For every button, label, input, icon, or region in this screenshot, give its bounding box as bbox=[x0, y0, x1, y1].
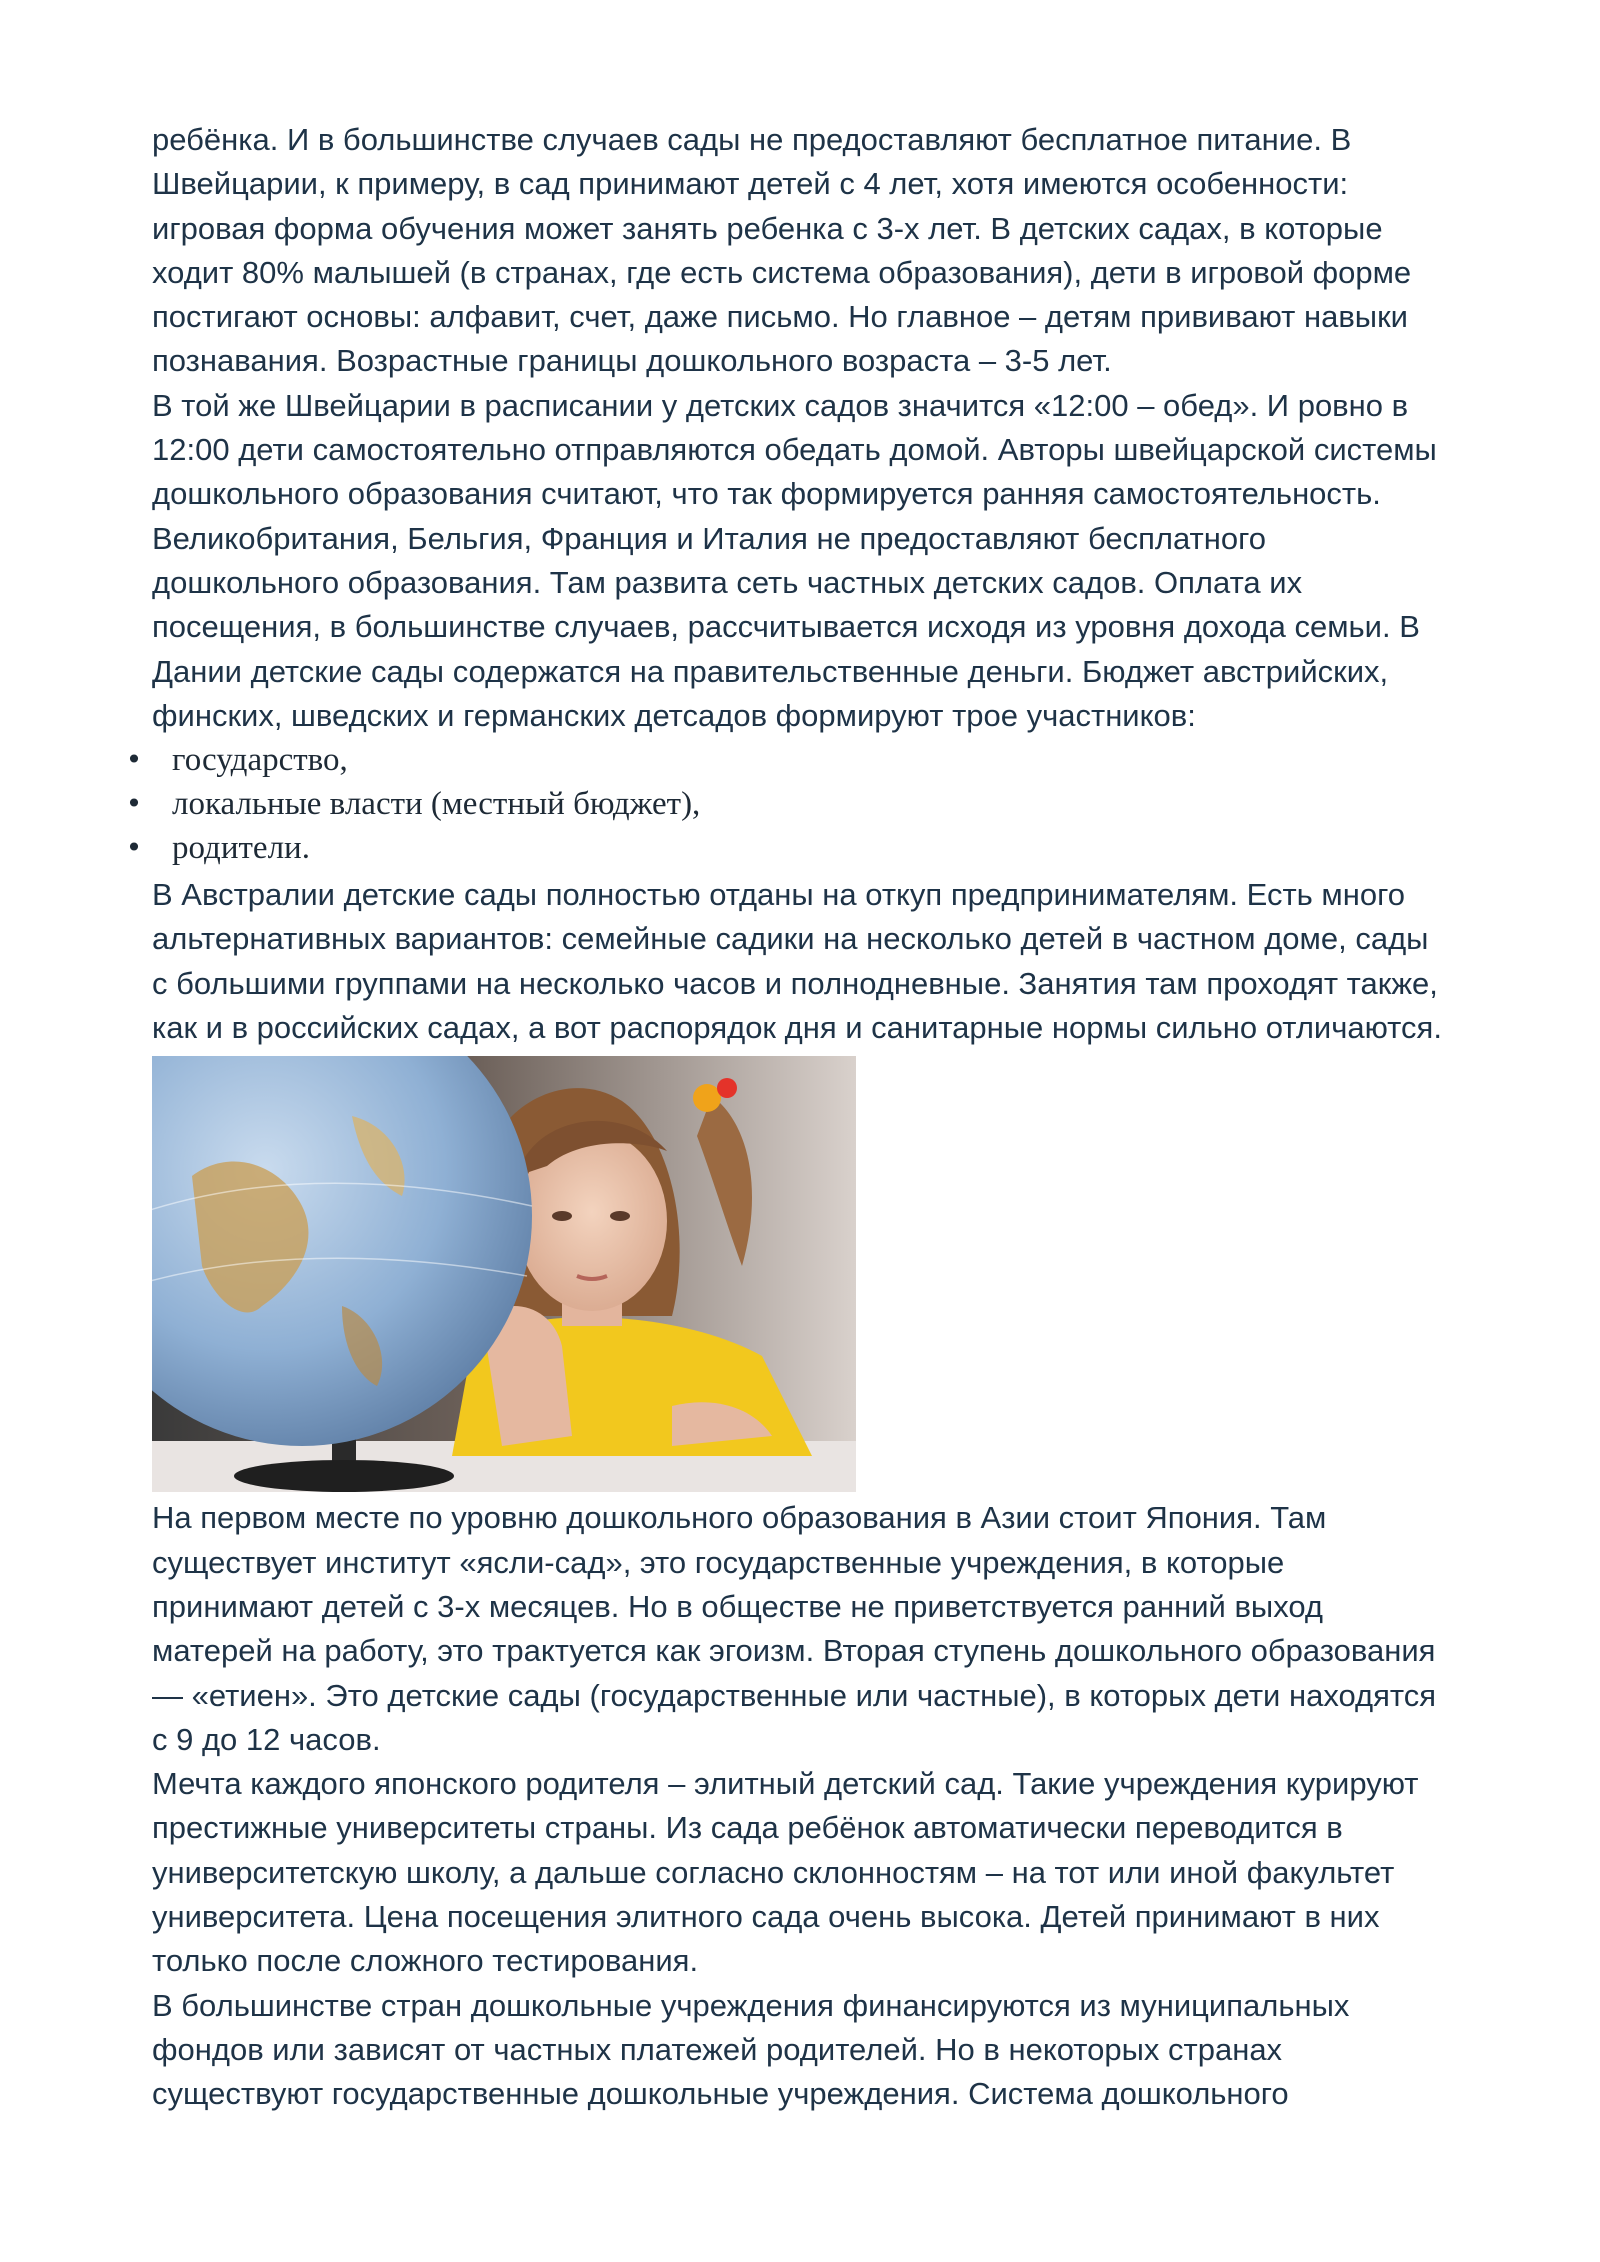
document-page bbox=[125, 118, 1502, 2117]
paragraph-switzerland-age: ребёнка. И в большинстве случаев сады не предоставляют бесплатное питание. В Швейцарии, к примеру, в сад принимают детей с 4 лет, хотя имеются особенности: игровая форма обучения может занять ребенка с 3-х лет. В детских садах, в которые ходит 80% малышей (в странах, где есть система образования), дети в игровой форме постигают основы: алфавит, счет, даже письмо. Но главное – детям прививают навыки познавания. Возрастные границы дошкольного возраста – 3-5 лет. bbox=[152, 122, 1412, 379]
paragraph-japan-elite: Мечта каждого японского родителя – элитный детский сад. Такие учреждения курируют престижные университеты страны. Из сада ребёнок автоматически переводится в университетскую школу, а дальше согласно склонностям – на тот или иной факультет университета. Цена посещения элитного сада очень высока. Детей принимают в них только после сложного тестирования. bbox=[152, 1766, 1419, 1979]
paragraph-switzerland-lunch: В той же Швейцарии в расписании у детских садов значится «12:00 – обед». И ровно в 12:00 дети самостоятельно отправляются обедать домой. Авторы швейцарской системы дошкольного образования считают, что так формируется ранняя самостоятельность. Великобритания, Бельгия, Франция и Италия не предоставляют бесплатного дошкольного образования. Там развита сеть частных детских садов. Оплата их посещения, в большинстве случаев, рассчитывается исходя из уровня дохода семьи. В Дании детские сады содержатся на правительственные деньги. Бюджет австрийских, финских, шведских и германских детсадов формируют трое участников: bbox=[152, 387, 1437, 733]
list-item bbox=[125, 782, 1502, 826]
bullet-icon: • bbox=[125, 787, 143, 821]
list-item-text: родители. bbox=[172, 830, 310, 867]
budget-participants-list bbox=[125, 738, 1502, 870]
list-item bbox=[125, 738, 1502, 782]
list-item-text: локальные власти (местный бюджет), bbox=[172, 786, 701, 823]
paragraph-australia: В Австралии детские сады полностью отданы на откуп предпринимателям. Есть много альтернативных вариантов: семейные садики на несколько детей в частном доме, сады с большими группами на несколько часов и полнодневные. Занятия там проходят также, как и в российских садах, а вот распорядок дня и санитарные нормы сильно отличаются. bbox=[152, 877, 1442, 1046]
bullet-icon: • bbox=[125, 743, 143, 777]
paragraph-funding: В большинстве стран дошкольные учреждения финансируются из муниципальных фондов или зависят от частных платежей родителей. Но в некоторых странах существуют государственные дошкольные учреждения. Система дошкольного bbox=[152, 1987, 1350, 2112]
girl-with-globe-photo bbox=[152, 1056, 856, 1492]
bullet-icon: • bbox=[125, 831, 143, 865]
list-item-text: государство, bbox=[172, 742, 348, 779]
paragraph-japan-nursery: На первом месте по уровню дошкольного образования в Азии стоит Япония. Там существует институт «ясли-сад», это государственные учреждения, в которые принимают детей с 3-х месяцев. Но в обществе не приветствуется ранний выход матерей на работу, это трактуется как эгоизм. Вторая ступень дошкольного образования — «етиен». Это детские сады (государственные или частные), в которых дети находятся с 9 до 12 часов. bbox=[152, 1500, 1437, 1757]
list-item bbox=[125, 826, 1502, 870]
